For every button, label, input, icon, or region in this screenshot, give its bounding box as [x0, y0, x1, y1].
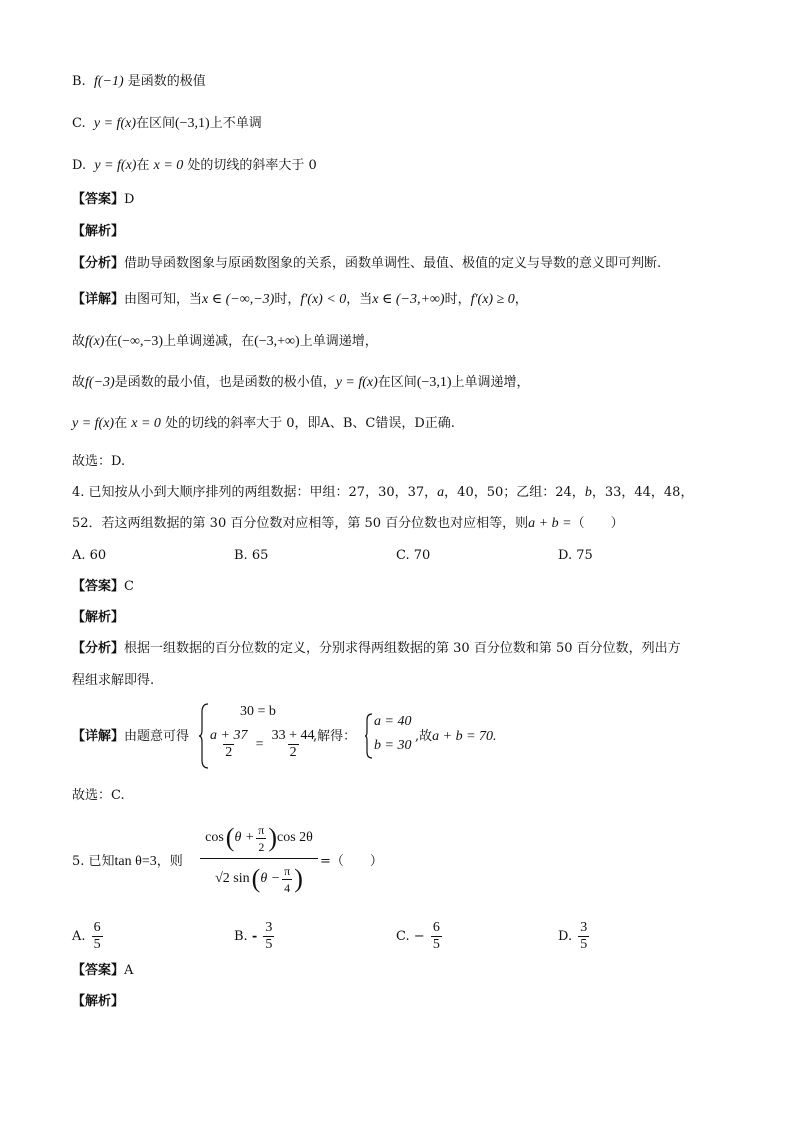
denominator: 2 — [258, 839, 265, 854]
math-expr: a + b = — [528, 516, 572, 531]
math-expr: tan θ=3 — [114, 854, 157, 869]
text: ，33，44，48， — [591, 485, 694, 500]
q4-option-c: C. 70 — [396, 548, 431, 563]
q5-numerator — [201, 818, 317, 858]
solution-b: b = 30 — [374, 738, 412, 753]
text: ，则 — [156, 854, 183, 869]
numerator: 6 — [93, 920, 101, 935]
denominator: 2 — [289, 745, 297, 760]
text: 上单调递增， — [299, 334, 378, 349]
denominator: 2 — [225, 745, 233, 760]
sign: − — [413, 929, 425, 944]
math-expr: x = 0 — [131, 416, 161, 431]
text: 在区间 — [377, 375, 417, 390]
text: cos — [205, 830, 224, 845]
text: 故 — [72, 375, 86, 390]
option-text: 是函数的极值 — [127, 74, 206, 89]
q5-option-d — [558, 920, 591, 953]
choose-text: 故选：D. — [72, 454, 126, 469]
math-expr: (−3,1) — [175, 116, 210, 131]
sign: - — [251, 929, 258, 944]
fraction — [92, 920, 103, 953]
option-text: 上不单调 — [209, 116, 262, 131]
text: 是函数的最小值，也是函数的极小值， — [114, 375, 336, 390]
q3-detail-line-3 — [72, 373, 530, 393]
q5-denominator — [211, 859, 307, 899]
option-label: B. — [72, 74, 86, 89]
q5-option-a — [72, 920, 105, 953]
math-expr: y = f(x) — [335, 375, 378, 390]
q5-stem-prefix — [72, 852, 183, 872]
answer-tag: 【答案】 — [72, 963, 125, 978]
detail-tag: 【详解】 — [72, 292, 125, 307]
denominator: 5 — [432, 937, 440, 952]
answer-value: C — [124, 579, 134, 594]
math-expr: y = f(x) — [93, 116, 136, 131]
math-expr: y = f(x) — [72, 416, 115, 431]
answer-value: A — [124, 963, 134, 978]
answer-tag: 【答案】 — [72, 579, 125, 594]
q4-stem-line-2 — [72, 514, 624, 534]
q4-analysis-heading — [72, 608, 124, 628]
q4-fenxi-line-1 — [72, 639, 681, 659]
option-label: B. — [234, 929, 248, 944]
numerator: π — [258, 822, 265, 837]
q3-choose — [72, 452, 125, 472]
q4-choose — [72, 786, 125, 806]
paren-open: ( — [225, 823, 235, 852]
text: 上单调递减，在 — [163, 334, 255, 349]
fraction — [208, 728, 249, 761]
math-expr: x = 0 — [153, 158, 184, 173]
q4-answer — [72, 577, 134, 597]
option-text: 在 — [136, 158, 150, 173]
text: θ − — [260, 871, 281, 886]
q4-stem-line-1 — [72, 483, 693, 503]
analysis-tag: 【解析】 — [72, 610, 125, 625]
q5-option-b — [234, 920, 276, 953]
fenxi-tag: 【分析】 — [72, 641, 125, 656]
q3-detail-line-4 — [72, 414, 455, 434]
text: 处的切线的斜率大于 0，即A、B、C错误，D正确. — [165, 416, 455, 431]
math-expr: (−3,1) — [416, 375, 452, 390]
solution-a: a = 40 — [374, 714, 412, 729]
math-expr: f(x) — [85, 334, 105, 349]
q3-option-d — [72, 156, 317, 176]
q3-answer — [72, 190, 134, 210]
q4-option-b: B. 65 — [234, 548, 269, 563]
system-eq-2 — [206, 728, 319, 761]
denominator: 5 — [265, 937, 273, 952]
q4-fenxi-line-2 — [72, 671, 154, 691]
q3-fenxi — [72, 254, 661, 274]
math-expr: f(−3) — [85, 375, 115, 390]
fenxi-text: 借助导函数图象与原函数图象的关系，函数单调性、最值、极值的定义与导数的意义即可判断. — [124, 256, 662, 271]
math-expr: (−∞,−3) — [117, 334, 164, 349]
option-text: 在区间 — [135, 116, 175, 131]
math-expr: f′(x) < 0 — [300, 292, 347, 307]
text: θ + — [234, 830, 255, 845]
system-eq-1: 30 = b — [240, 704, 276, 719]
math-expr: x ∈ (−∞,−3) — [202, 292, 275, 307]
q4-option-d: D. 75 — [558, 548, 593, 563]
numerator: π — [284, 863, 291, 878]
choose-text: 故选：C. — [72, 788, 125, 803]
math-expr: f(−1) — [93, 74, 124, 89]
option-label: D. — [558, 929, 573, 944]
fraction — [282, 863, 292, 896]
fenxi-text: 程组求解即得. — [72, 673, 155, 688]
q4-option-a: A. 60 — [72, 548, 107, 563]
text: 在 — [104, 334, 118, 349]
text: 52．若这两组数据的第 30 百分位数对应相等，第 50 百分位数也对应相等，则 — [72, 516, 529, 531]
text: cos 2θ — [277, 830, 313, 845]
math-expr: y = f(x) — [94, 158, 137, 173]
detail-tag: 【详解】 — [72, 729, 125, 744]
answer-tag: 【答案】 — [72, 192, 125, 207]
denominator: 5 — [580, 937, 588, 952]
text: ,故 — [415, 729, 433, 744]
text: 5. 已知 — [72, 854, 115, 869]
q5-stem-suffix: =（ ） — [320, 854, 383, 869]
math-var: b — [584, 485, 592, 500]
numerator: 3 — [265, 920, 273, 935]
text: ， — [514, 292, 528, 307]
text: ，当 — [346, 292, 373, 307]
fraction — [431, 920, 442, 953]
numerator: 6 — [432, 920, 440, 935]
q3-detail-line-1 — [72, 290, 528, 310]
text: 由图可知，当 — [124, 292, 203, 307]
analysis-tag: 【解析】 — [72, 994, 125, 1009]
fraction — [270, 728, 317, 761]
text: （ ） — [571, 516, 624, 531]
fraction — [578, 920, 589, 953]
fraction — [263, 920, 274, 953]
q4-detail-end — [415, 727, 497, 747]
q3-analysis-heading — [72, 222, 124, 242]
q3-option-c — [72, 114, 262, 134]
paren-close: ) — [268, 823, 278, 852]
option-label: C. — [72, 116, 86, 131]
fenxi-tag: 【分析】 — [72, 256, 125, 271]
q3-option-b — [72, 72, 206, 92]
math-var: a — [437, 485, 445, 500]
denominator: 4 — [284, 880, 291, 895]
q3-detail-line-2 — [72, 332, 378, 352]
denominator: 5 — [93, 937, 101, 952]
q5-answer — [72, 961, 133, 981]
fraction — [256, 822, 266, 855]
numerator: 33 + 44 — [271, 728, 315, 743]
text: √2 sin — [215, 871, 250, 886]
option-label: C. — [396, 929, 410, 944]
left-brace-icon — [364, 712, 374, 760]
text: 上单调递增， — [451, 375, 530, 390]
text: 在 — [114, 416, 128, 431]
answer-value: D — [124, 192, 135, 207]
q5-option-c — [396, 920, 444, 953]
text: 时， — [444, 292, 471, 307]
fenxi-text: 根据一组数据的百分位数的定义，分别求得两组数据的第 30 百分位数和第 50 百分位数，列出方 — [124, 641, 681, 656]
option-label: A. — [72, 929, 86, 944]
option-label: D. — [72, 158, 87, 173]
text: 由题意可得 — [124, 729, 190, 744]
q5-analysis-heading — [72, 992, 124, 1012]
equals: = — [255, 737, 264, 752]
paren-open: ( — [251, 864, 261, 893]
q5-big-fraction — [200, 818, 318, 899]
text: ，40，50；乙组：24， — [444, 485, 585, 500]
q4-detail-label — [72, 727, 189, 747]
text: 4. 已知按从小到大顺序排列的两组数据：甲组：27，30，37， — [72, 485, 438, 500]
math-expr: f′(x) ≥ 0 — [470, 292, 515, 307]
numerator: 3 — [580, 920, 588, 935]
text: 故 — [72, 334, 86, 349]
math-expr: x ∈ (−3,+∞) — [372, 292, 445, 307]
math-expr: a + b = 70. — [432, 729, 497, 744]
text: 时， — [274, 292, 301, 307]
q4-detail-mid: ,解得： — [313, 729, 357, 744]
option-text: 处的切线的斜率大于 0 — [187, 158, 317, 173]
numerator: a + 37 — [210, 728, 248, 743]
paren-close: ) — [294, 864, 303, 893]
math-expr: (−3,+∞) — [254, 334, 300, 349]
analysis-tag: 【解析】 — [72, 224, 125, 239]
